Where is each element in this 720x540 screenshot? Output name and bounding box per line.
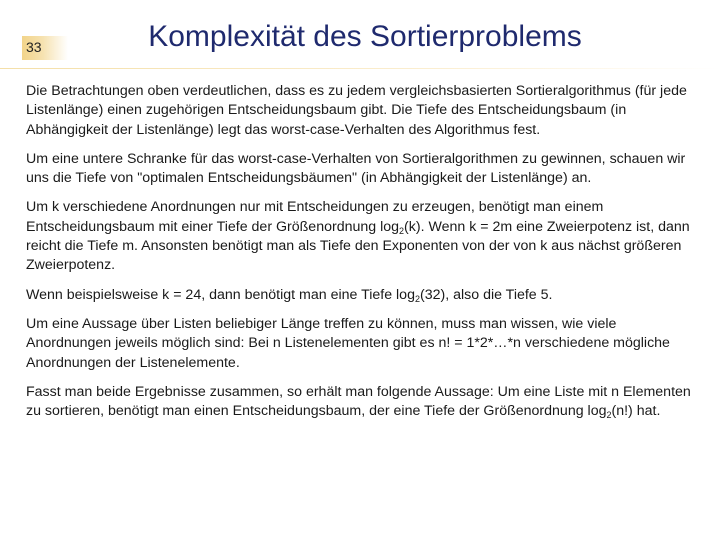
paragraph-conclusion-text-a: Fasst man beide Ergebnisse zusammen, so erhält man folgende Aussage: Um eine Liste mit n Elementen zu sortieren, benötigt man einen Entscheidungsbaum, der eine Tiefe der Größenordnung log [26,383,691,420]
paragraph-k-text-b: (k). Wenn k = 2m eine Zweierpotenz ist, dann reicht die Tiefe m. Ansonsten benötigt man als Tiefe den Exponenten von der von k aus nächst größeren Zweierpotenz. [26,218,690,274]
slide-body [26,82,694,431]
paragraph-n-factorial: Um eine Aussage über Listen beliebiger Länge treffen zu können, muss man wissen, wie viele Anordnungen jeweils möglich sind: Bei n Listenelementen gibt es n! = 1*2*…*n verschiedene mögliche Anordnungen der Listenelemente. [26,315,670,371]
log-base-subscript: 2 [606,410,612,421]
log-base-subscript: 2 [414,293,420,304]
paragraph-example-text-a: Wenn beispielsweise k = 24, dann benötigt man eine Tiefe log [26,286,415,303]
paragraph-conclusion-text-b: (n!) hat. [611,403,661,420]
paragraph-example [26,286,694,305]
page-number: 33 [26,39,42,55]
paragraph-decision-tree-intro: Die Betrachtungen oben verdeutlichen, dass es zu jedem vergleichsbasierten Sortieralgorithmus (für jede Listenlänge) einen zugehörigen Entscheidungsbaum gibt. Die Tiefe des Entscheidungsbaum (in Abhängigkeit der Listenlänge) legt das worst-case-Verhalten des Algorithmus fest. [26,83,687,138]
paragraph-example-text-b: (32), also die Tiefe 5. [419,286,553,303]
paragraph-k-arrangements [26,198,694,275]
paragraph-k-text-a: Um k verschiedene Anordnungen nur mit Entscheidungen zu erzeugen, benötigt man einem Entscheidungsbaum mit einer Tiefe der Größenordnung log [26,199,604,235]
slide-title: Komplexität des Sortierproblems [148,20,582,53]
log-base-subscript: 2 [399,225,405,236]
paragraph-lower-bound: Um eine untere Schranke für das worst-case-Verhalten von Sortieralgorithmen zu gewinnen, schauen wir uns die Tiefe von "optimalen Entscheidungsbäumen" (in Abhängigkeit der Listenlänge) an. [26,150,686,187]
title-divider [0,68,720,69]
paragraph-conclusion [26,383,694,422]
